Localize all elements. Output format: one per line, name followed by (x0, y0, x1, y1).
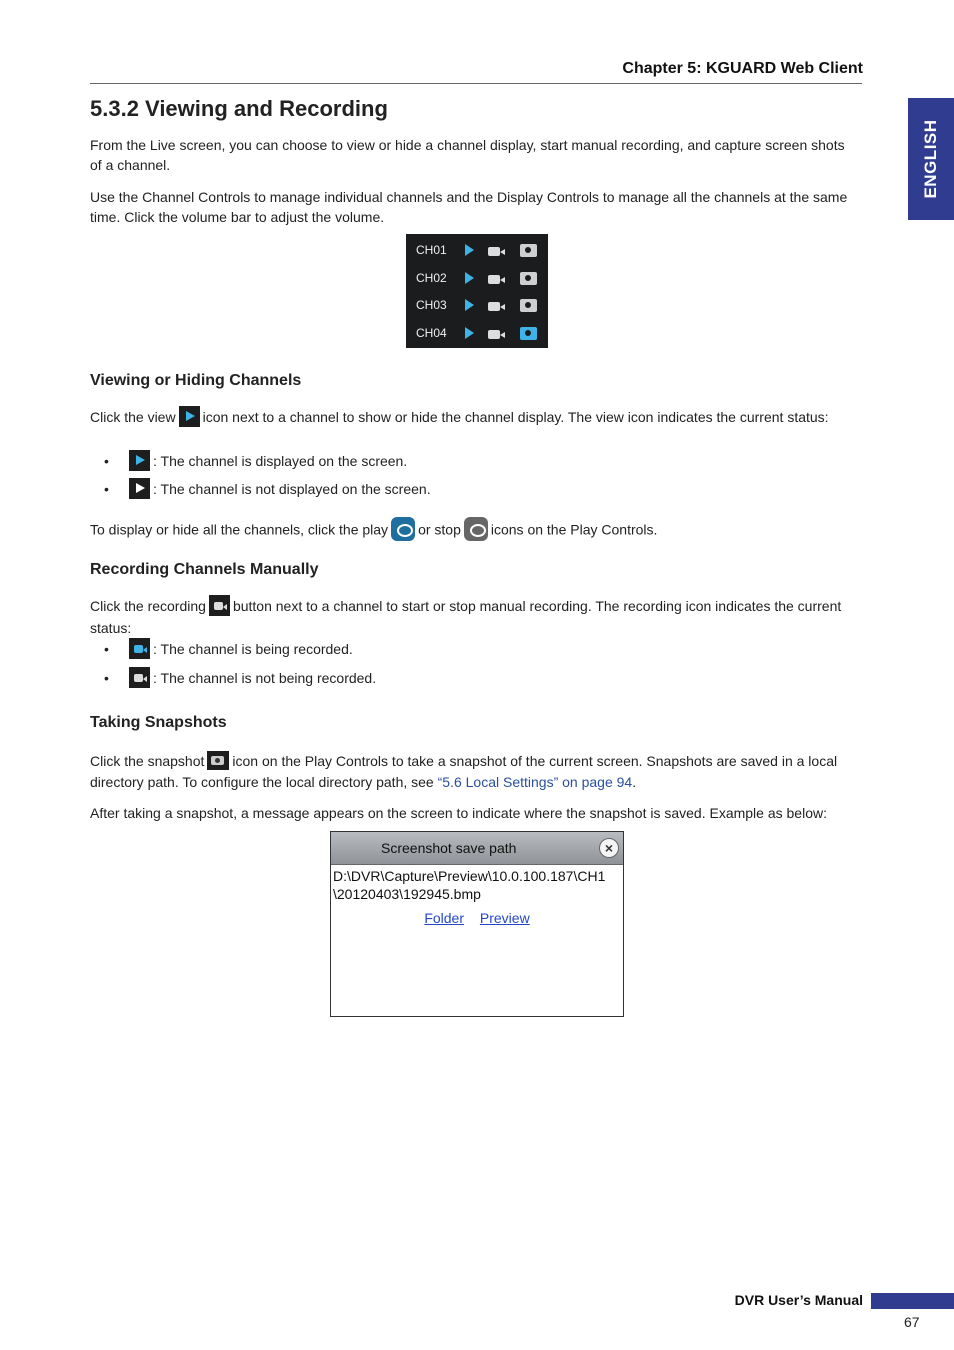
dialog-title: Screenshot save path (381, 840, 517, 856)
channel-label: CH02 (416, 271, 447, 285)
dialog-title-bar (331, 832, 623, 865)
snap-text-pre: Click the snapshot (90, 753, 205, 769)
save-path-text (333, 867, 621, 903)
record-on-icon (129, 638, 150, 659)
bullet-text: : The channel is displayed on the screen. (153, 453, 408, 469)
record-icon[interactable] (488, 327, 505, 340)
view-icon (179, 406, 200, 427)
view-icon[interactable] (465, 327, 474, 339)
bullet-text: : The channel is being recorded. (153, 641, 353, 657)
play-icon (391, 517, 415, 541)
local-settings-link[interactable]: “5.6 Local Settings” on page 94 (437, 773, 633, 790)
channel-label: CH04 (416, 326, 447, 340)
recording-text-pre: Click the recording (90, 598, 206, 614)
play-text-pre: To display or hide all the channels, click the play (90, 521, 389, 538)
play-text-post: icons on the Play Controls. (490, 521, 658, 538)
record-icon (209, 595, 230, 616)
snapshots-heading: Taking Snapshots (90, 714, 227, 731)
viewing-text-pre: Click the view (90, 409, 176, 425)
bullet-text: : The channel is not displayed on the screen. (153, 481, 431, 497)
language-tab (908, 98, 954, 220)
preview-link[interactable]: Preview (479, 910, 530, 926)
footer-bar (871, 1293, 954, 1309)
channel-row (406, 236, 548, 263)
list-item (104, 668, 376, 690)
channel-row (406, 319, 548, 346)
viewing-paragraph (90, 407, 860, 429)
section-title: 5.3.2 Viewing and Recording (90, 96, 388, 121)
snapshot-icon[interactable] (520, 299, 537, 312)
view-on-icon (129, 450, 150, 471)
snapshot-icon (207, 751, 229, 770)
channel-row (406, 264, 548, 291)
view-icon[interactable] (465, 244, 474, 256)
channel-label: CH03 (416, 298, 447, 312)
viewing-text-post: icon next to a channel to show or hide the channel display. The view icon indicates the current status: (202, 409, 829, 425)
save-path-line: \20120403\192945.bmp (333, 886, 481, 902)
save-path-line: D:\DVR\Capture\Preview\10.0.100.187\CH1 (333, 868, 606, 884)
intro-paragraph-1: From the Live screen, you can choose to view or hide a channel display, start manual recording, and capture screen shots of a channel. (90, 137, 845, 173)
list-item (104, 451, 407, 473)
page-number: 67 (904, 1314, 920, 1330)
record-icon[interactable] (488, 299, 505, 312)
footer-manual-title: DVR User’s Manual (734, 1292, 863, 1308)
language-tab-label: ENGLISH (921, 119, 940, 199)
channel-controls-panel (406, 234, 548, 348)
snapshots-paragraph-2: After taking a snapshot, a message appears on the screen to indicate where the snapshot is saved. Example as below: (90, 805, 827, 821)
play-text-mid: or stop (418, 521, 461, 538)
recording-paragraph (90, 596, 860, 638)
intro-paragraph-2: Use the Channel Controls to manage individual channels and the Display Controls to manage all the channels at the same time. Click the volume bar to adjust the volume. (90, 189, 848, 225)
viewing-heading: Viewing or Hiding Channels (90, 372, 302, 389)
snapshot-icon[interactable] (520, 272, 537, 285)
record-off-icon (129, 667, 150, 688)
stop-icon (464, 517, 488, 541)
recording-heading: Recording Channels Manually (90, 561, 319, 578)
snap-text-end: . (632, 773, 637, 790)
snap-text-mid: icon on the Play Controls to take a snapshot of the current screen. Snapshots are saved in a local directory path. To configure the local directory path, see (90, 753, 838, 790)
view-off-icon (129, 478, 150, 499)
chapter-header: Chapter 5: KGUARD Web Client (622, 60, 863, 77)
list-item (104, 639, 353, 661)
folder-link[interactable]: Folder (424, 910, 464, 926)
screenshot-save-dialog (330, 831, 624, 1017)
bullet-dot: • (104, 481, 109, 497)
dialog-links (331, 910, 623, 926)
recording-text-post: button next to a channel to start or stop manual recording. The recording icon indicates the current status: (90, 598, 842, 636)
view-icon[interactable] (465, 299, 474, 311)
record-icon[interactable] (488, 244, 505, 257)
play-stop-paragraph (90, 519, 860, 543)
record-icon[interactable] (488, 272, 505, 285)
bullet-dot: • (104, 453, 109, 469)
close-icon[interactable]: × (599, 838, 619, 858)
bullet-dot: • (104, 641, 109, 657)
channel-row (406, 291, 548, 318)
snapshot-icon[interactable] (520, 327, 537, 340)
snapshots-paragraph-1 (90, 751, 860, 792)
snapshot-icon[interactable] (520, 244, 537, 257)
list-item (104, 479, 431, 501)
bullet-dot: • (104, 670, 109, 686)
header-rule (90, 83, 862, 84)
channel-label: CH01 (416, 243, 447, 257)
bullet-text: : The channel is not being recorded. (153, 670, 377, 686)
view-icon[interactable] (465, 272, 474, 284)
